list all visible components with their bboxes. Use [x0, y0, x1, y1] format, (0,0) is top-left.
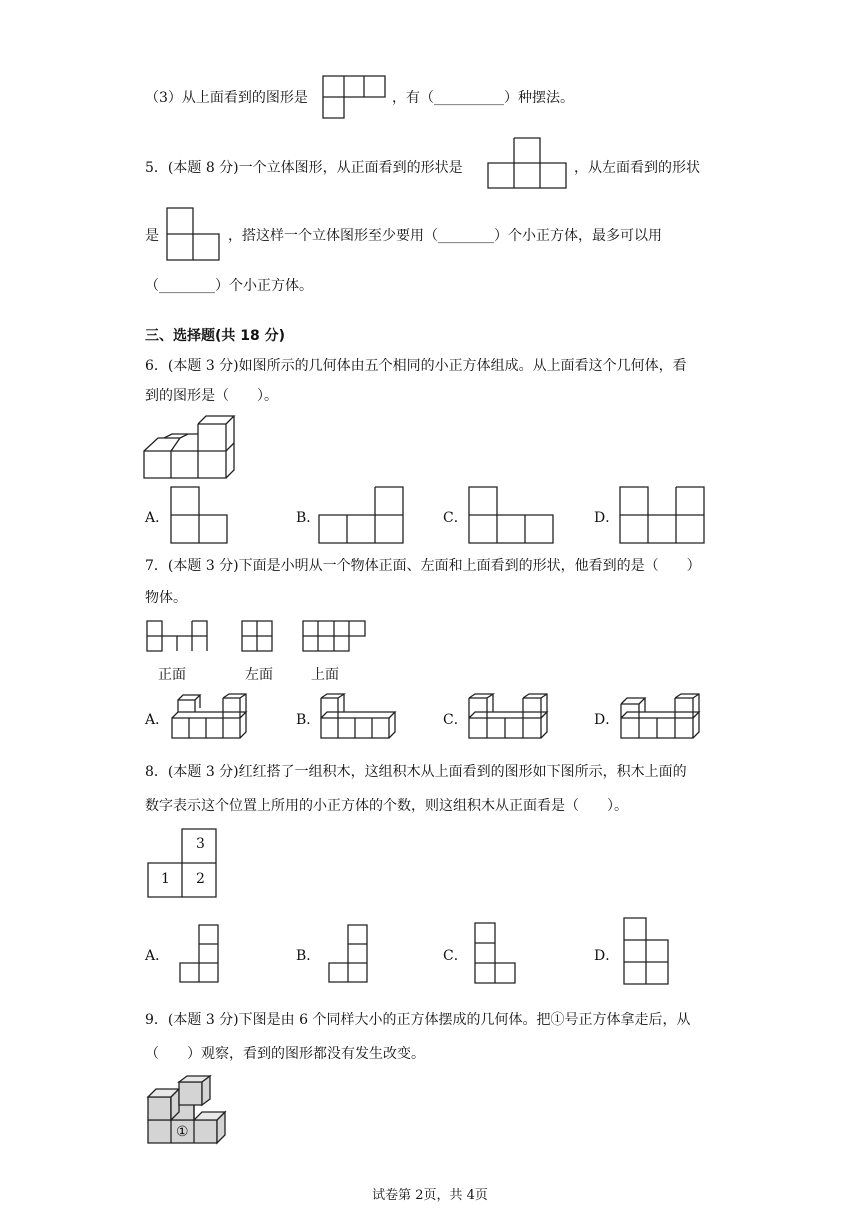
q7-option-b[interactable]: B．: [296, 712, 321, 728]
q7-line2: 物体。: [145, 590, 187, 606]
q6-option-b[interactable]: B．: [296, 510, 321, 526]
q5-line3: （________）个小正方体。: [145, 278, 313, 294]
q8-option-a-figure[interactable]: [180, 925, 222, 985]
q5-left-view-figure: [167, 208, 223, 262]
q4-part3-prefix: （3）从上面看到的图形是: [145, 90, 308, 106]
q7-option-d[interactable]: D．: [594, 712, 620, 728]
q8-line2: 数字表示这个位置上所用的小正方体的个数，则这组积木从正面看是（ ）。: [145, 798, 628, 814]
q8-line1: 8．(本题 3 分)红红搭了一组积木，这组积木从上面看到的图形如下图所示，积木上面的: [145, 764, 687, 780]
q6-option-c[interactable]: C．: [443, 510, 468, 526]
q8-top-grid: [148, 829, 222, 901]
q7-option-b-figure[interactable]: [321, 694, 401, 742]
q5-line1-suffix: ，从左面看到的形状: [574, 160, 700, 176]
section-title: 三、选择题(共 18 分): [145, 328, 286, 344]
q7-left-view: [242, 621, 276, 655]
page-footer: 试卷第 2页，共 4页: [372, 1188, 488, 1203]
q9-cube-label: ①: [176, 1124, 189, 1140]
q6-option-c-figure[interactable]: [469, 487, 557, 545]
q8-option-b-figure[interactable]: [329, 925, 371, 985]
q6-option-b-figure[interactable]: [319, 487, 407, 545]
q8-grid-number-3: 3: [196, 836, 205, 852]
q8-option-c-figure[interactable]: [475, 923, 519, 987]
q6-option-d[interactable]: D．: [594, 510, 620, 526]
q5-line1-prefix: 5．(本题 8 分)一个立体图形，从正面看到的形状是: [145, 160, 463, 176]
q8-option-a[interactable]: A．: [145, 948, 170, 964]
q6-line1: 6．(本题 3 分)如图所示的几何体由五个相同的小正方体组成。从上面看这个几何体，看: [145, 358, 687, 374]
q7-top-label: 上面: [311, 667, 339, 683]
q6-option-a-figure[interactable]: [171, 487, 229, 545]
q6-option-d-figure[interactable]: [620, 487, 708, 545]
q9-line2: （ ）观察，看到的图形都没有发生改变。: [145, 1046, 425, 1062]
q7-option-c-figure[interactable]: [469, 694, 553, 742]
q8-grid-number-1: 1: [161, 871, 170, 887]
q4-top-view-figure: [323, 76, 387, 120]
q8-option-d[interactable]: D．: [594, 948, 620, 964]
q5-line2-suffix: ，搭这样一个立体图形至少要用（________）个小正方体，最多可以用: [228, 228, 662, 244]
q5-line2-prefix: 是: [145, 228, 159, 244]
q9-solid-figure: [148, 1082, 234, 1146]
q9-line1: 9．(本题 3 分)下图是由 6 个同样大小的正方体摆成的几何体。把①号正方体拿走后，从: [145, 1012, 691, 1028]
q7-front-label: 正面: [158, 667, 186, 683]
q6-solid-figure: [144, 416, 240, 482]
q7-option-d-figure[interactable]: [621, 694, 705, 742]
q7-option-a-figure[interactable]: [172, 694, 252, 742]
q7-top-view: [303, 621, 369, 655]
q8-option-b[interactable]: B．: [296, 948, 321, 964]
q7-option-a[interactable]: A．: [145, 712, 170, 728]
q7-left-label: 左面: [245, 667, 273, 683]
q6-option-a[interactable]: A．: [145, 510, 170, 526]
q7-front-view: [147, 621, 211, 655]
q8-grid-number-2: 2: [196, 871, 205, 887]
q8-option-c[interactable]: C．: [443, 948, 468, 964]
q4-part3-suffix: ，有（__________）种摆法。: [392, 90, 574, 106]
q7-option-c[interactable]: C．: [443, 712, 468, 728]
q6-line2: 到的图形是（ ）。: [145, 388, 278, 404]
q5-front-view-figure: [488, 138, 568, 190]
q7-line1: 7．(本题 3 分)下面是小明从一个物体正面、左面和上面看到的形状，他看到的是（ ）: [145, 558, 701, 574]
q8-option-d-figure[interactable]: [624, 918, 670, 988]
